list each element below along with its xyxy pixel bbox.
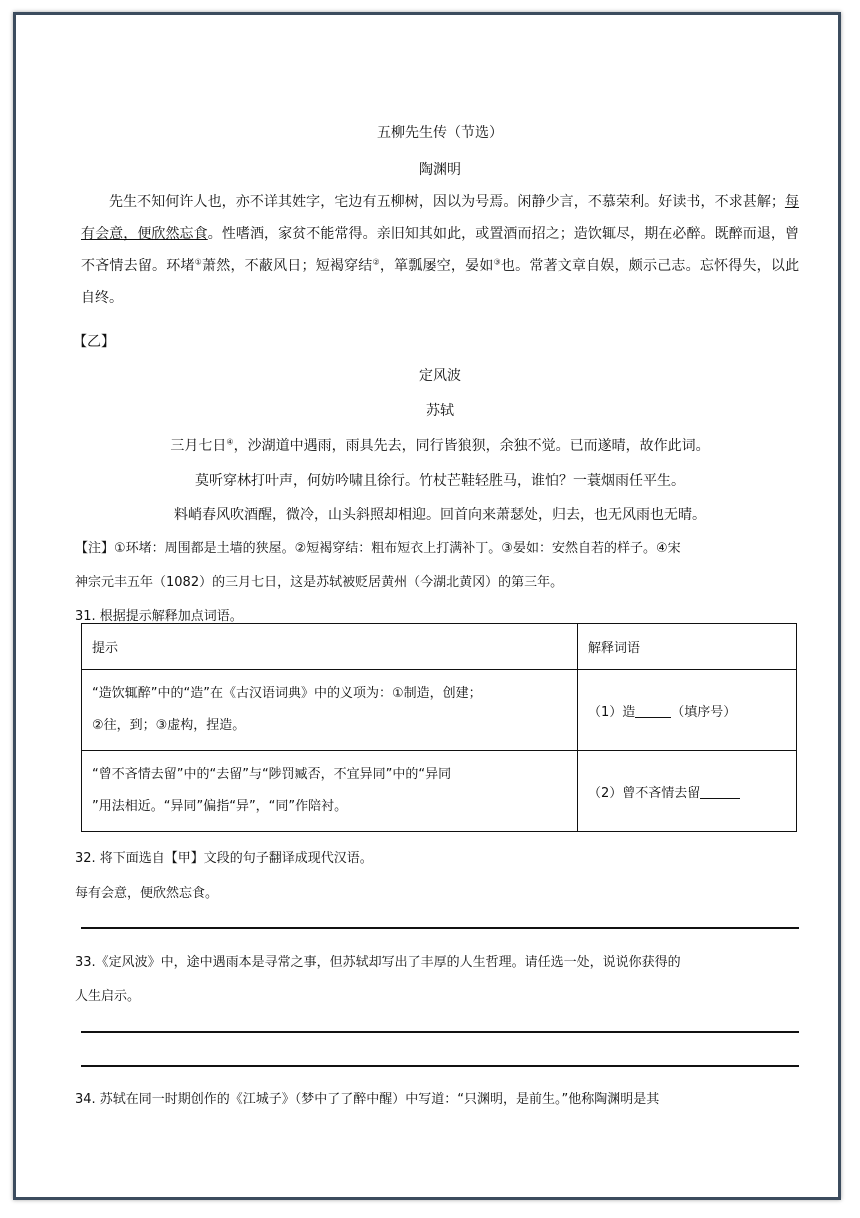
- header-explain: 解释词语: [578, 624, 797, 670]
- row1-hint-line-a: “造饮辄醉”中的“造”在《古汉语词典》中的义项为：①制造，创建；: [92, 686, 482, 701]
- row1-hint: [82, 670, 578, 751]
- row1-explain: [578, 670, 797, 751]
- row2-hint-line-b: ”用法相近。“异同”偏指“异”，“同”作陪衬。: [92, 799, 348, 814]
- jia-text-3: 萧然，不蔽风日；短褐穿结: [202, 258, 373, 274]
- yi-line-1: 莫听穿林打叶声，何妨吟啸且徐行。竹杖芒鞋轻胜马，谁怕？一蓑烟雨任平生。: [195, 473, 685, 489]
- q34-line-1: 34. 苏轼在同一时期创作的《江城子》（梦中了了醉中醒）中写道：“只渊明，是前生。”他称陶渊明是其: [75, 1092, 660, 1107]
- note-marker-3: ③: [493, 257, 501, 267]
- yi-preface: [81, 436, 799, 456]
- yi-label: 【乙】: [73, 334, 115, 350]
- note-marker-1: ①: [194, 257, 203, 267]
- row1-suffix: （填序号）: [671, 704, 737, 720]
- answer-line-33b[interactable]: [81, 1065, 799, 1067]
- jia-text-1: 先生不知何许人也，亦不详其姓字，宅边有五柳树，因以为号焉。闲静少言，不慕荣利。好读书，不求甚解；: [109, 194, 785, 210]
- yi-title: 定风波: [419, 368, 461, 384]
- table-row: [82, 751, 797, 832]
- note-marker-2: ②: [372, 257, 380, 267]
- row2-explain: [578, 751, 797, 832]
- table-header-row: [82, 624, 797, 670]
- jia-text-5: 也。常著文章自娱，颇示己志。忘怀得失，以此自终。: [81, 258, 800, 306]
- preface-text-b: ，沙湖道中遇雨，雨具先去，同行皆狼狈，余独不觉。已而遂晴，故作此词。: [233, 438, 710, 454]
- row2-hint: [82, 751, 578, 832]
- note-marker-4: ④: [226, 437, 234, 447]
- answer-blank-2[interactable]: [700, 784, 740, 799]
- preface-text-a: 三月七日: [170, 438, 227, 454]
- q31-table: [81, 623, 797, 832]
- answer-line-33a[interactable]: [81, 1031, 799, 1033]
- row2-hint-line-a: “曾不吝情去留”中的“去留”与“陟罚臧否，不宜异同”中的“异同: [92, 767, 452, 782]
- jia-title: 五柳先生传（节选）: [377, 125, 503, 141]
- q32-sentence: 每有会意，便欣然忘食。: [75, 886, 219, 901]
- exam-page: [13, 12, 841, 1200]
- yi-line-2: 料峭春风吹酒醒，微冷，山头斜照却相迎。回首向来萧瑟处，归去，也无风雨也无晴。: [174, 507, 706, 523]
- answer-blank-1[interactable]: [635, 703, 671, 718]
- jia-paragraph: [81, 186, 799, 314]
- jia-text-2: 。性嗜酒，家贫不能常得。亲旧知其如此，或置酒而招之；造饮辄尽，期在必醉。既醉而退，曾不吝情去留。环堵: [81, 226, 800, 274]
- notes-line-2: 神宗元丰五年（1082）的三月七日，这是苏轼被贬居黄州（今湖北黄冈）的第三年。: [75, 575, 564, 590]
- row2-explain-label: （2）曾不吝情去留: [588, 785, 701, 801]
- jia-author: 陶渊明: [419, 162, 461, 178]
- jia-text-4: ，箪瓢屡空，晏如: [379, 258, 494, 274]
- notes-line-1: 【注】①环堵：周围都是土墙的狭屋。②短褐穿结：粗布短衣上打满补丁。③晏如：安然自若的样子。④宋: [75, 541, 681, 556]
- q33-line-2: 人生启示。: [75, 989, 141, 1004]
- q31-prompt: 31. 根据提示解释加点词语。: [75, 609, 243, 624]
- table-row: [82, 670, 797, 751]
- yi-author: 苏轼: [426, 403, 454, 419]
- header-hint: 提示: [82, 624, 578, 670]
- row1-hint-line-b: ②往，到；③虚构，捏造。: [92, 718, 246, 733]
- answer-line-32[interactable]: [81, 927, 799, 929]
- q32-prompt: 32. 将下面选自【甲】文段的句子翻译成现代汉语。: [75, 851, 373, 866]
- row1-explain-label: （1）造: [588, 704, 636, 720]
- jia-underlined-sentence: 每有会意，便欣然忘食: [81, 194, 800, 242]
- q33-line-1: 33.《定风波》中，途中遇雨本是寻常之事，但苏轼却写出了丰厚的人生哲理。请任选一处，说说你获得的: [75, 955, 681, 970]
